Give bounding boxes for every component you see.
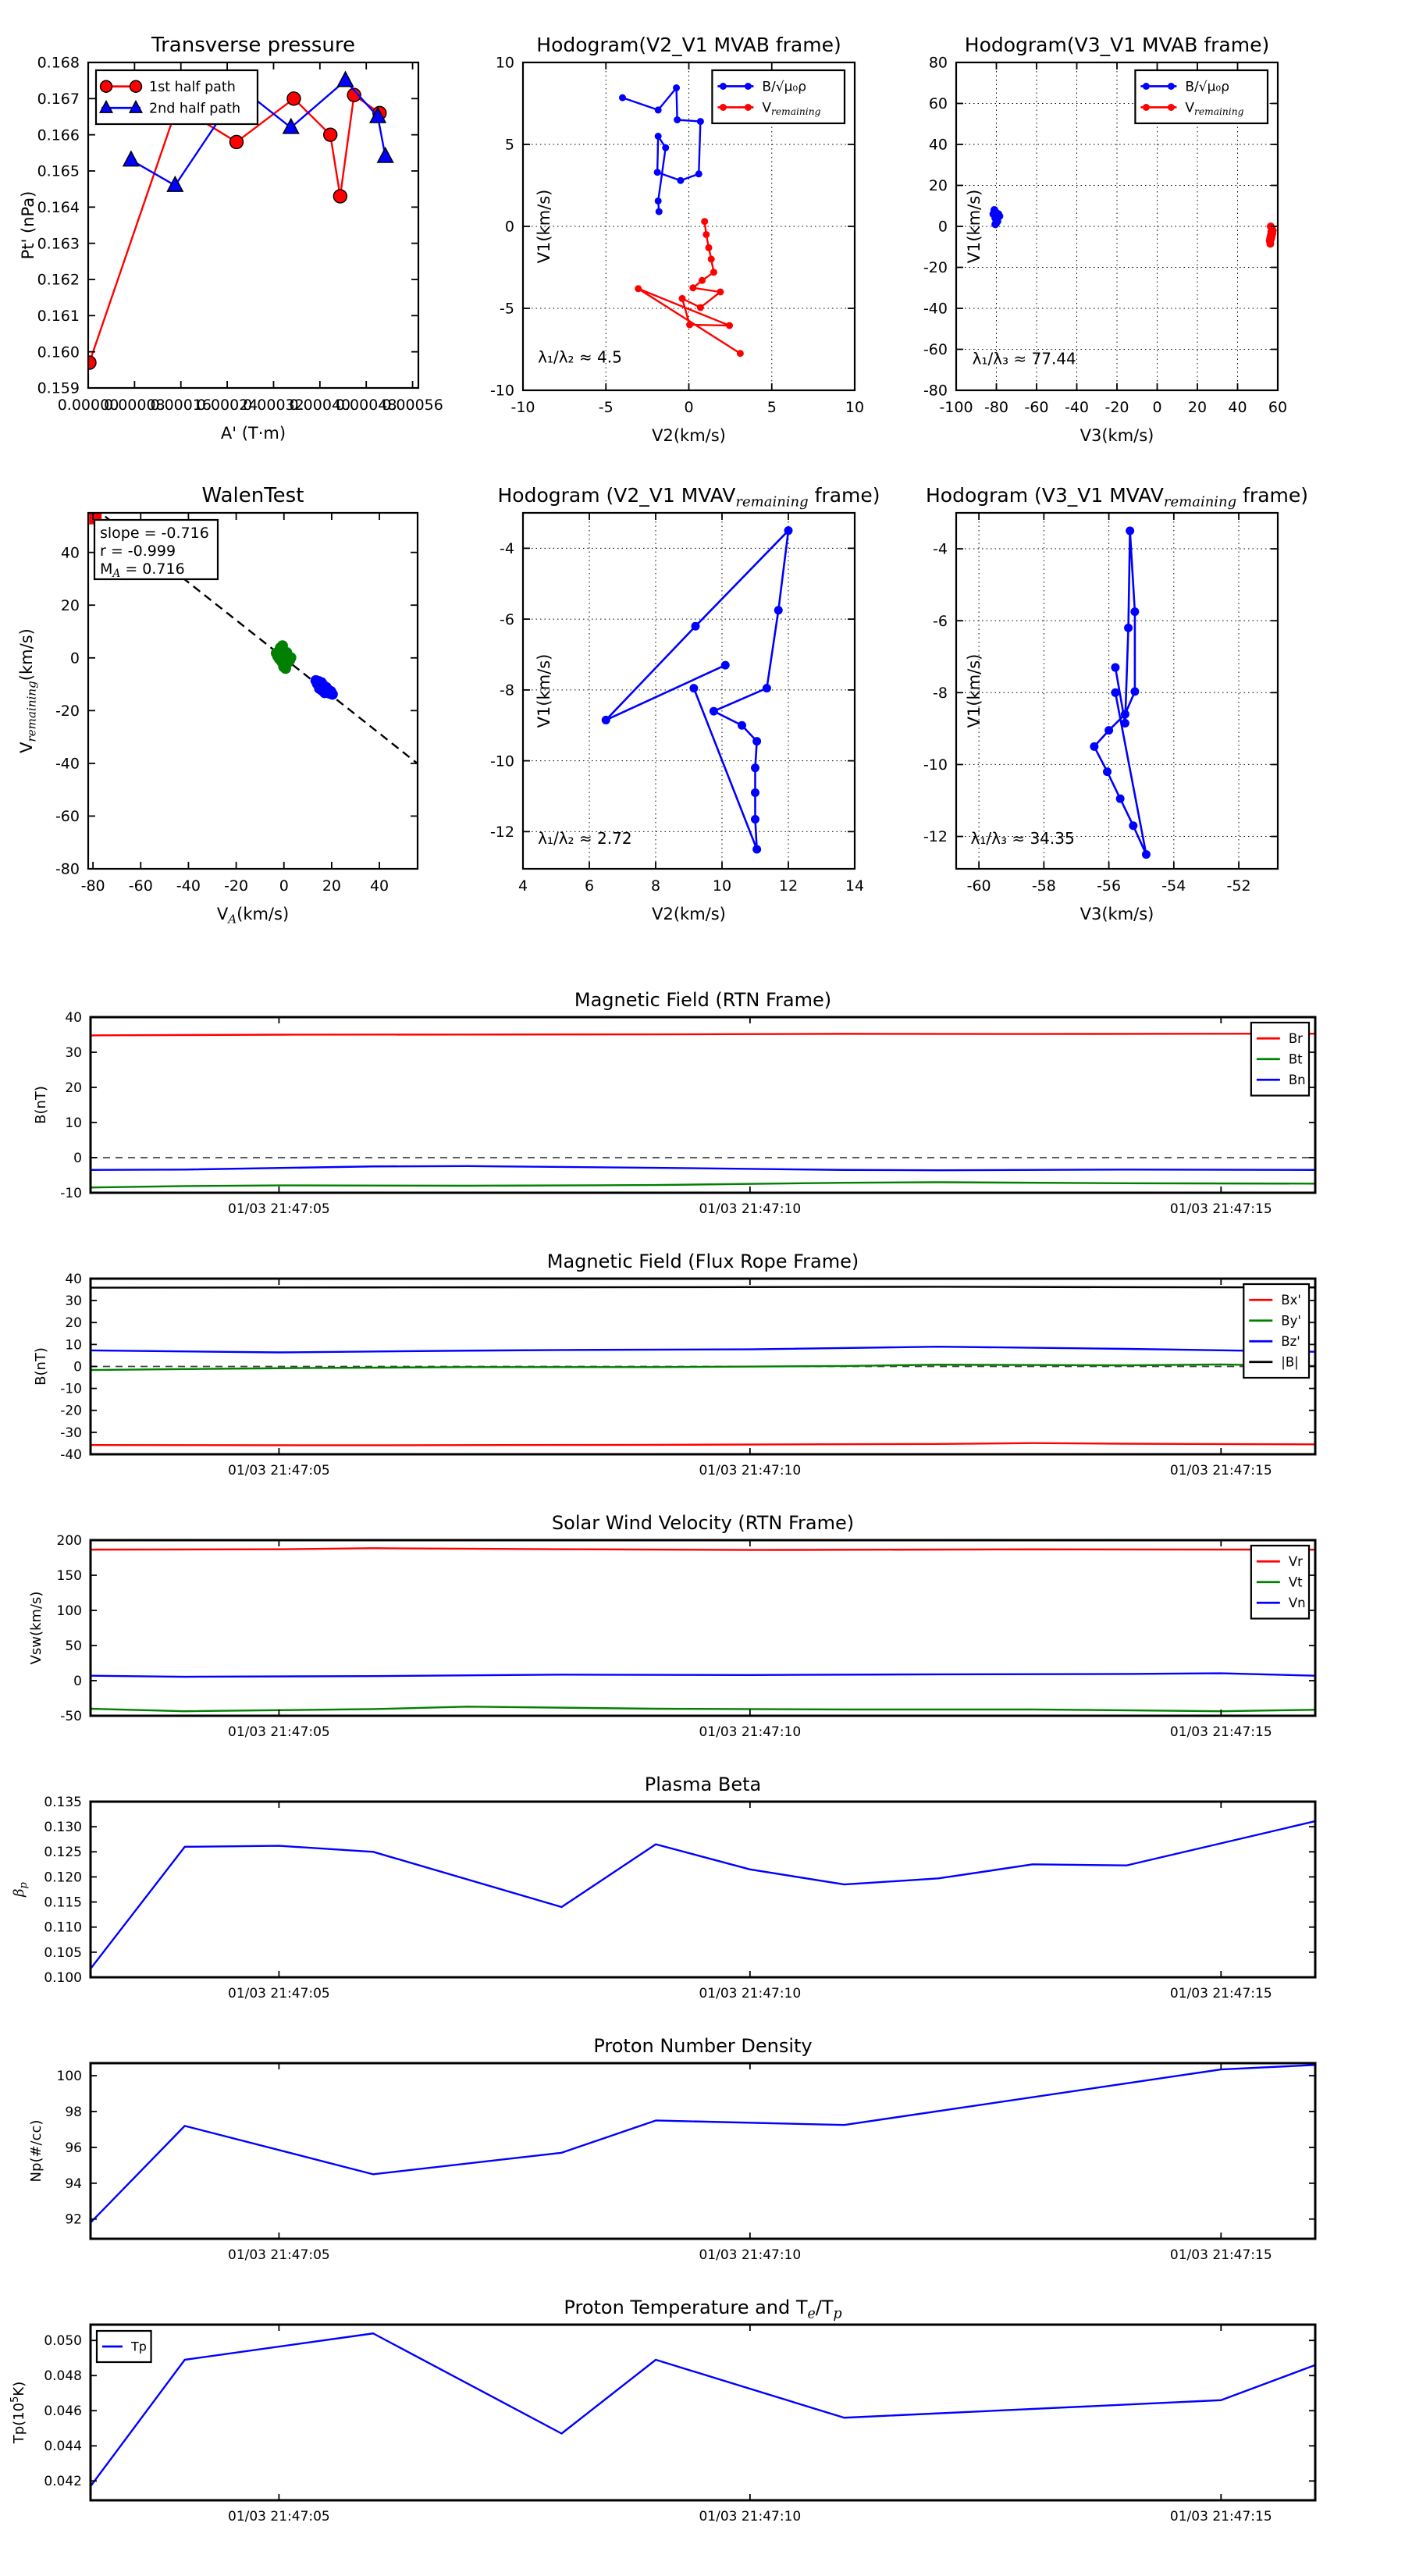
chart-title: Hodogram (V3_V1 $MVAV_{remaining}$ frame): [925, 484, 1309, 511]
svg-text:0.00032: 0.00032: [243, 397, 304, 414]
svg-text:-60: -60: [55, 808, 80, 826]
svg-text:Vr: Vr: [1288, 1554, 1303, 1570]
svg-text:Br: Br: [1288, 1031, 1303, 1047]
svg-text:-4: -4: [500, 540, 514, 558]
svg-text:0.166: 0.166: [37, 126, 80, 144]
svg-text:Vt: Vt: [1288, 1574, 1303, 1590]
svg-text:Vn: Vn: [1288, 1596, 1306, 1611]
svg-text:0.00016: 0.00016: [150, 397, 212, 414]
svg-text:0.135: 0.135: [44, 1794, 82, 1810]
svg-text:94: 94: [65, 2176, 82, 2192]
y-axis-label: B(nT): [33, 1086, 49, 1124]
y-axis-label: $Tp(10^5K)$: [9, 2381, 27, 2444]
svg-text:0.046: 0.046: [44, 2403, 82, 2420]
series-cluster-2: [311, 675, 338, 700]
svg-text:-80: -80: [55, 860, 80, 878]
svg-text:0.00048: 0.00048: [335, 397, 397, 414]
svg-text:-12: -12: [923, 828, 948, 846]
y-axis-label: Vsw(km/s): [28, 1591, 44, 1665]
svg-text:01/03 21:47:15: 01/03 21:47:15: [1169, 1463, 1272, 1478]
legend: [1135, 70, 1268, 123]
chart-p4: [17, 484, 418, 927]
legend: [1251, 1546, 1309, 1619]
svg-text:-40: -40: [60, 1446, 82, 1463]
x-axis-label: A' (T·m): [220, 424, 286, 443]
svg-text:0.168: 0.168: [37, 54, 80, 72]
svg-text:0.159: 0.159: [37, 379, 80, 397]
svg-text:Vremaining: $V_{remaining}$: [762, 100, 821, 118]
x-axis-label: V3(km/s): [1080, 426, 1154, 445]
svg-text:20: 20: [65, 1080, 82, 1096]
series-1st-half-path: [83, 88, 386, 369]
svg-text:B/√μ₀ρ: B/√μ₀ρ: [762, 79, 807, 95]
svg-text:1st half path: 1st half path: [149, 79, 236, 95]
svg-text:0.105: 0.105: [44, 1944, 82, 1961]
axes-ticks: [57, 2063, 1315, 2263]
svg-text:01/03 21:47:10: 01/03 21:47:10: [699, 1724, 802, 1740]
svg-text:0: 0: [279, 877, 289, 895]
legend: [1251, 1023, 1309, 1096]
svg-text:10: 10: [65, 1115, 82, 1131]
series-group: [602, 526, 793, 853]
x-axis-label: V3(km/s): [1080, 905, 1154, 923]
series-by-: [91, 1364, 1315, 1370]
svg-text:20: 20: [1187, 399, 1208, 416]
svg-text:0.165: 0.165: [37, 162, 80, 180]
y-axis-label: V1(km/s): [535, 189, 553, 264]
svg-text:01/03 21:47:05: 01/03 21:47:05: [228, 1201, 330, 1217]
svg-text:Bx': Bx': [1281, 1293, 1301, 1308]
x-axis-label: $V_A(km/s)$: [216, 905, 290, 927]
svg-text:20: 20: [65, 1315, 82, 1332]
svg-text:-5: -5: [500, 300, 514, 318]
svg-text:60: 60: [928, 95, 948, 113]
legend: [712, 70, 845, 123]
svg-text:10: 10: [712, 877, 732, 895]
svg-text:5: 5: [504, 136, 514, 154]
svg-text:50: 50: [65, 1638, 82, 1654]
svg-text:-60: -60: [128, 877, 153, 895]
series-b-sqrt-mu0-rho-: [990, 206, 1004, 228]
svg-text:Bn: Bn: [1288, 1073, 1306, 1088]
svg-text:01/03 21:47:10: 01/03 21:47:10: [699, 1463, 802, 1478]
svg-text:-20: -20: [60, 1403, 82, 1419]
series-np: [91, 2065, 1315, 2222]
annotation: λ₁/λ₃ ≈ 34.35: [970, 829, 1075, 849]
svg-text:-4: -4: [933, 540, 948, 558]
svg-text:0: 0: [73, 1150, 82, 1166]
svg-text:0.00056: 0.00056: [382, 397, 443, 414]
svg-text:-30: -30: [60, 1425, 82, 1441]
svg-text:01/03 21:47:15: 01/03 21:47:15: [1169, 1986, 1272, 2001]
x-axis-label: V2(km/s): [652, 426, 726, 445]
svg-text:-50: -50: [60, 1708, 82, 1724]
chart-title: WalenTest: [201, 484, 304, 507]
svg-text:0.161: 0.161: [37, 307, 80, 325]
svg-text:10: 10: [495, 54, 514, 72]
y-axis-label: $V_{remaining}(km/s)$: [17, 628, 39, 753]
chart-title: Hodogram(V2_V1 MVAB frame): [536, 34, 841, 56]
svg-text:0.167: 0.167: [37, 90, 80, 108]
svg-text:60: 60: [1268, 399, 1288, 416]
series-group: [91, 1286, 1315, 1445]
legend: [96, 70, 258, 124]
svg-text:4: 4: [518, 877, 528, 895]
axes-frame: [91, 1802, 1315, 1977]
series-group: [990, 206, 1277, 247]
svg-text:0.048: 0.048: [44, 2368, 82, 2385]
y-axis-label: $\beta_p$: [11, 1882, 30, 1897]
svg-text:0: 0: [73, 1673, 82, 1689]
svg-text:-20: -20: [923, 259, 948, 277]
series-bn: [91, 1166, 1315, 1170]
svg-text:0.042: 0.042: [44, 2474, 82, 2490]
series-group: [91, 1034, 1315, 1187]
series-v-remaining: [635, 218, 744, 357]
svg-text:2nd half path: 2nd half path: [149, 101, 241, 117]
series-vr: [91, 1548, 1315, 1550]
svg-text:MA = 0.716: $M_A = 0.716$: [100, 560, 185, 581]
svg-text:Bz': Bz': [1281, 1334, 1300, 1350]
svg-text:-60: -60: [1024, 399, 1049, 416]
svg-text:-40: -40: [176, 877, 201, 895]
chart-p2: [490, 34, 864, 445]
svg-text:40: 40: [928, 136, 948, 154]
svg-text:01/03 21:47:10: 01/03 21:47:10: [699, 2509, 802, 2524]
svg-text:-6: -6: [933, 612, 948, 630]
svg-text:0.00000: 0.00000: [57, 397, 119, 414]
svg-text:0.00040: 0.00040: [289, 397, 351, 414]
svg-text:100: 100: [56, 2069, 82, 2085]
x-axis-label: V2(km/s): [652, 905, 726, 923]
svg-text:-10: -10: [923, 756, 948, 774]
chart-title: Solar Wind Velocity (RTN Frame): [551, 1512, 855, 1534]
svg-text:0.162: 0.162: [37, 271, 80, 289]
legend: [1243, 1284, 1309, 1378]
y-axis-label: Pt' (nPa): [19, 190, 37, 260]
svg-text:92: 92: [65, 2211, 82, 2228]
svg-text:-60: -60: [923, 341, 948, 359]
svg-text:01/03 21:47:15: 01/03 21:47:15: [1169, 2509, 1272, 2524]
svg-text:-10: -10: [489, 382, 514, 400]
series-group: [91, 2333, 1315, 2486]
svg-text:-8: -8: [933, 684, 948, 702]
svg-text:-20: -20: [55, 702, 80, 720]
axes-frame: [91, 1540, 1315, 1716]
series--b-: [91, 1286, 1315, 1287]
chart-title: Hodogram(V3_V1 MVAB frame): [964, 34, 1270, 56]
series-group: [91, 2065, 1315, 2222]
svg-text:01/03 21:47:05: 01/03 21:47:05: [228, 1724, 330, 1740]
chart-title: Transverse pressure: [151, 34, 355, 57]
y-axis-label: Np(#/cc): [28, 2119, 44, 2183]
series-br: [91, 1034, 1315, 1035]
y-axis-label: V1(km/s): [965, 653, 984, 728]
svg-text:0.110: 0.110: [44, 1920, 82, 1936]
svg-text:80: 80: [928, 54, 948, 72]
y-axis-label: V1(km/s): [535, 653, 553, 728]
svg-text:5: 5: [767, 399, 777, 416]
svg-text:0.00008: 0.00008: [104, 397, 165, 414]
svg-text:0.100: 0.100: [44, 1969, 82, 1986]
svg-text:0: 0: [69, 649, 80, 667]
annotation: λ₁/λ₃ ≈ 77.44: [972, 349, 1076, 368]
svg-text:20: 20: [60, 596, 80, 614]
chart-title: Magnetic Field (RTN Frame): [574, 989, 832, 1011]
svg-text:-80: -80: [80, 877, 105, 895]
chart-ts2: [33, 1251, 1315, 1478]
axes-frame: [91, 1017, 1315, 1193]
chart-p1: [19, 34, 443, 443]
svg-text:-6: -6: [500, 610, 514, 628]
svg-text:By': By': [1281, 1313, 1301, 1329]
legend: [97, 2331, 151, 2362]
axes-frame: [523, 513, 855, 869]
svg-text:0.164: 0.164: [37, 198, 80, 216]
annotation: λ₁/λ₂ ≈ 2.72: [538, 829, 632, 849]
svg-text:96: 96: [65, 2140, 82, 2156]
svg-text:-10: -10: [510, 399, 535, 416]
svg-text:-10: -10: [489, 753, 514, 770]
svg-text:10: 10: [65, 1337, 82, 1354]
svg-text:-20: -20: [224, 877, 249, 895]
svg-text:98: 98: [65, 2104, 82, 2120]
series-cluster-1: [271, 640, 297, 674]
svg-text:01/03 21:47:05: 01/03 21:47:05: [228, 1463, 330, 1478]
svg-text:40: 40: [65, 1009, 82, 1026]
axes-ticks: [60, 1272, 1315, 1478]
svg-text:0.120: 0.120: [44, 1870, 82, 1886]
svg-text:01/03 21:47:10: 01/03 21:47:10: [699, 2247, 802, 2263]
series-beta-p: [91, 1821, 1315, 1969]
svg-text:40: 40: [65, 1271, 82, 1287]
svg-text:0: 0: [504, 218, 514, 236]
svg-text:Bt: Bt: [1288, 1051, 1303, 1067]
series-group: [91, 1548, 1315, 1711]
svg-text:0.163: 0.163: [37, 235, 80, 253]
svg-text:-54: -54: [1161, 877, 1186, 895]
series-v-path: [602, 526, 793, 853]
svg-text:01/03 21:47:05: 01/03 21:47:05: [228, 1986, 330, 2001]
y-axis-label: B(nT): [33, 1347, 49, 1386]
axes-frame: [91, 2063, 1315, 2239]
series-vn: [91, 1674, 1315, 1678]
svg-text:0.125: 0.125: [44, 1845, 82, 1861]
svg-text:0: 0: [1152, 399, 1162, 416]
chart-ts3: [28, 1512, 1315, 1740]
svg-text:01/03 21:47:15: 01/03 21:47:15: [1169, 2247, 1272, 2263]
chart-p6: [923, 484, 1308, 923]
svg-text:150: 150: [56, 1567, 82, 1584]
stats-box: [94, 520, 218, 580]
svg-text:-56: -56: [1097, 877, 1122, 895]
axes-ticks: [44, 1795, 1315, 2001]
series-bt: [91, 1183, 1315, 1188]
svg-text:01/03 21:47:05: 01/03 21:47:05: [228, 2509, 330, 2524]
svg-text:30: 30: [65, 1044, 82, 1061]
svg-text:-80: -80: [984, 399, 1009, 416]
svg-text:12: 12: [778, 877, 799, 895]
annotation: λ₁/λ₂ ≈ 4.5: [538, 347, 622, 367]
svg-text:40: 40: [369, 877, 389, 895]
svg-text:0.115: 0.115: [44, 1895, 82, 1911]
y-axis-label: V1(km/s): [965, 189, 984, 264]
series-bz-: [91, 1347, 1315, 1352]
svg-text:-100: -100: [939, 399, 973, 416]
svg-text:-40: -40: [1064, 399, 1090, 416]
chart-ts1: [33, 989, 1315, 1217]
svg-text:40: 40: [1228, 399, 1247, 416]
svg-text:0.130: 0.130: [44, 1820, 82, 1836]
chart-title: Plasma Beta: [644, 1774, 762, 1795]
svg-text:0.050: 0.050: [44, 2333, 82, 2350]
chart-title: Proton Temperature and $T_e/T_p$: [564, 2297, 842, 2322]
svg-text:-60: -60: [966, 877, 991, 895]
chart-ts6: [9, 2297, 1315, 2524]
svg-text:Tp: Tp: [131, 2339, 147, 2354]
svg-text:20: 20: [928, 177, 948, 195]
svg-text:14: 14: [845, 877, 865, 895]
svg-text:-10: -10: [60, 1185, 82, 1201]
svg-text:-20: -20: [1104, 399, 1129, 416]
chart-p3: [923, 34, 1287, 445]
svg-text:100: 100: [56, 1603, 82, 1619]
series-group: [619, 84, 744, 357]
svg-text:200: 200: [56, 1532, 82, 1549]
chart-ts4: [11, 1774, 1315, 2001]
svg-text:0: 0: [684, 399, 694, 416]
svg-text:0.160: 0.160: [37, 343, 80, 361]
chart-p5: [490, 484, 880, 923]
svg-text:|B|: |B|: [1281, 1354, 1299, 1370]
svg-text:0: 0: [73, 1359, 82, 1375]
svg-text:01/03 21:47:10: 01/03 21:47:10: [699, 1201, 802, 1217]
svg-text:r = -0.999: r = -0.999: [100, 543, 176, 560]
series-b-sqrt-mu0-rho-: [619, 84, 704, 215]
svg-text:-40: -40: [55, 755, 80, 773]
svg-text:-8: -8: [500, 681, 514, 699]
svg-text:01/03 21:47:05: 01/03 21:47:05: [228, 2247, 330, 2263]
axes-frame: [91, 2325, 1315, 2500]
svg-text:-5: -5: [598, 399, 614, 416]
svg-text:20: 20: [322, 877, 342, 895]
svg-text:40: 40: [60, 544, 80, 562]
chart-title: Magnetic Field (Flux Rope Frame): [546, 1251, 859, 1272]
svg-text:01/03 21:47:15: 01/03 21:47:15: [1169, 1724, 1272, 1740]
svg-text:30: 30: [65, 1293, 82, 1310]
chart-ts5: [28, 2035, 1315, 2263]
series-vt: [91, 1706, 1315, 1711]
svg-text:-40: -40: [923, 300, 948, 318]
svg-text:0: 0: [937, 218, 948, 236]
svg-text:Vremaining: $V_{remaining}$: [1185, 100, 1244, 118]
svg-text:-10: -10: [60, 1381, 82, 1397]
svg-text:-80: -80: [923, 382, 948, 400]
axes-ticks: [44, 2325, 1315, 2524]
series-group: [91, 1821, 1315, 1969]
svg-text:6: 6: [584, 877, 595, 895]
grid: [523, 513, 855, 869]
chart-title: Proton Number Density: [593, 2035, 813, 2057]
svg-text:B/√μ₀ρ: B/√μ₀ρ: [1185, 79, 1230, 95]
chart-title: Hodogram (V2_V1 $MVAV_{remaining}$ frame): [497, 484, 880, 511]
svg-text:slope = -0.716: slope = -0.716: [100, 525, 209, 542]
svg-text:-12: -12: [489, 824, 514, 841]
svg-text:0.044: 0.044: [44, 2439, 82, 2455]
svg-text:10: 10: [845, 399, 865, 416]
svg-text:-52: -52: [1226, 877, 1251, 895]
series-bx-: [91, 1443, 1315, 1446]
svg-text:-58: -58: [1031, 877, 1056, 895]
svg-text:01/03 21:47:10: 01/03 21:47:10: [699, 1986, 802, 2001]
svg-text:0.00024: 0.00024: [196, 397, 258, 414]
svg-text:8: 8: [650, 877, 661, 895]
svg-text:01/03 21:47:15: 01/03 21:47:15: [1169, 1201, 1272, 1217]
series-tp: [91, 2333, 1315, 2486]
